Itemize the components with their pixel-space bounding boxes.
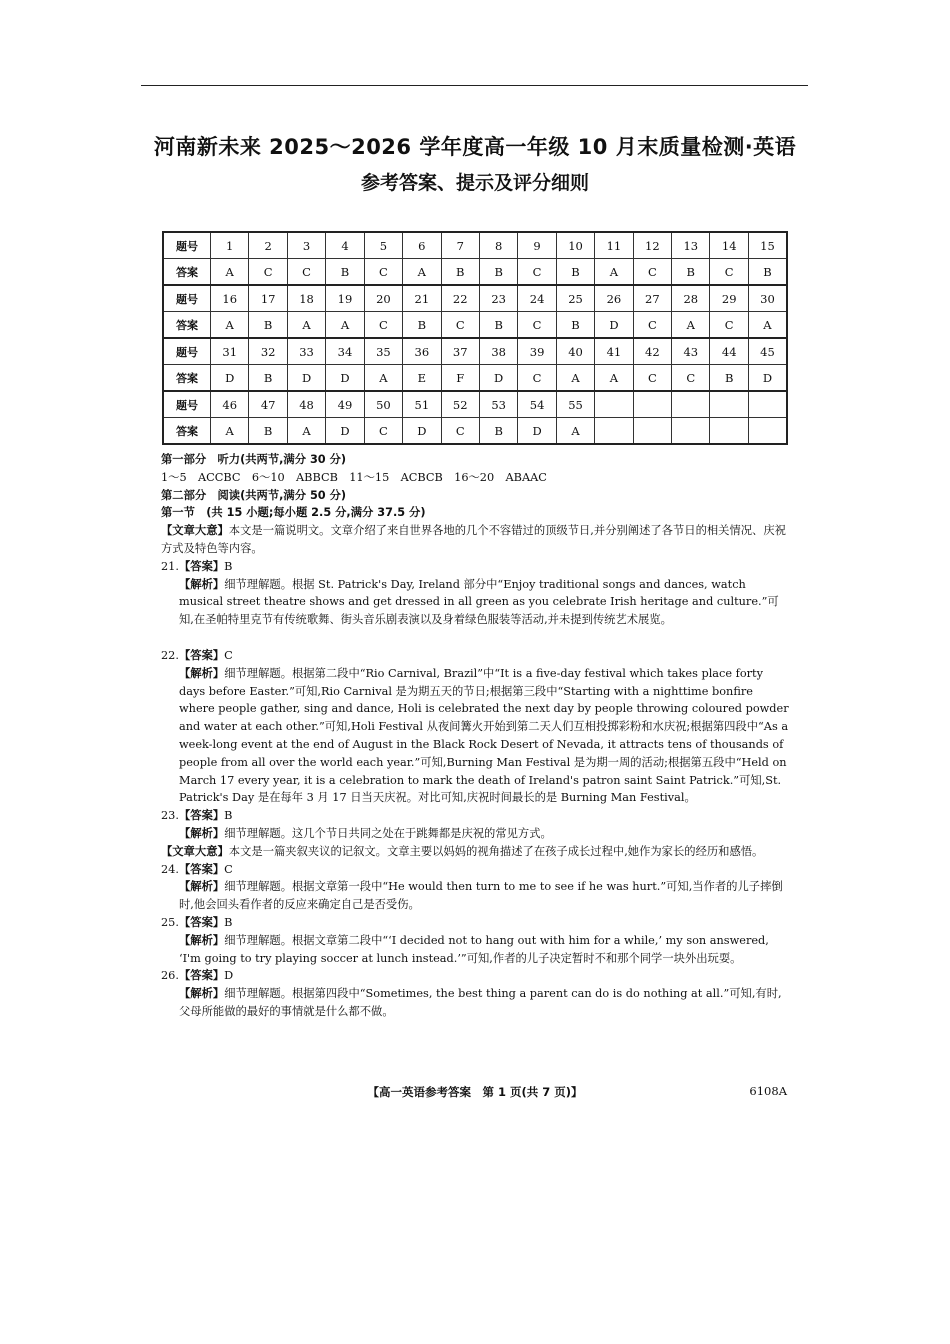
question-number-cell <box>595 391 633 418</box>
question-number-cell: 53 <box>479 391 517 418</box>
question-number-cell: 4 <box>326 232 364 259</box>
question-number-cell: 30 <box>748 285 787 312</box>
answer-cell: D <box>326 418 364 445</box>
question-number-cell: 54 <box>518 391 556 418</box>
answer-cell: B <box>249 418 287 445</box>
question-number-cell: 32 <box>249 338 287 365</box>
answer-cell: B <box>249 312 287 339</box>
explanation-25: 【解析】细节理解题。根据文章第二段中“‘I decided not to hang out with him for a while,’ my son answered, ‘I'm going to try playing soccer at lunch instead.’”可知,作者的儿子决定暂时不和那个同学一块外出玩耍。 <box>179 933 769 965</box>
explanation-22: 【解析】细节理解题。根据第二段中“Rio Carnival, Brazil”中“It is a five-day festival which takes place forty days before Easter.”可知,Rio Carnival 是为期五天的节日;根据第三段中“Starting with a nighttime bonfire where people gather, sing and dance, Holi is celebrated the next day by people throwing coloured powder and water at each other.”可知,Holi Festival 从夜间篝火开始到第二天人们互相投掷彩粉和水庆祝;根据第四段中“As a week-long event at the end of August in the Black Rock Desert of Nevada, it attracts tens of thousands of people from all over the world each year.”可知,Burning Man Festival 是为期一周的活动;根据第五段中“Held on March 17 every year, it is a celebration to mark the death of Ireland's patron saint Saint Patrick.”可知,St. Patrick's Day 是在每年 3 月 17 日当天庆祝。对比可知,庆祝时间最长的是 Burning Man Festival。 <box>179 666 789 805</box>
question-number-cell: 16 <box>211 285 249 312</box>
answer-cell: A <box>211 312 249 339</box>
answer-cell: A <box>211 418 249 445</box>
question-number-cell: 26 <box>595 285 633 312</box>
answer-cell: C <box>672 365 710 392</box>
question-number-cell: 17 <box>249 285 287 312</box>
question-number-cell: 25 <box>556 285 594 312</box>
question-number-cell: 34 <box>326 338 364 365</box>
question-number-cell: 51 <box>403 391 441 418</box>
question-number-row <box>163 232 787 259</box>
answer-cell: A <box>672 312 710 339</box>
explanation-21: 【解析】细节理解题。根据 St. Patrick's Day, Ireland 部分中“Enjoy traditional songs and dances, watch musical street theatre shows and get dressed in all green as you celebrate Irish heritage and culture.”可知,在圣帕特里克节有传统歌舞、街头音乐剧表演以及身着绿色服装等活动,并未提到传统艺术展览。 <box>179 577 779 627</box>
question-number-cell: 46 <box>211 391 249 418</box>
answer-24: 24.【答案】C <box>161 862 233 876</box>
answer-cell <box>748 418 787 445</box>
answer-label: 答案 <box>163 365 211 392</box>
answer-cell <box>710 418 748 445</box>
question-number-cell: 49 <box>326 391 364 418</box>
answer-cell: A <box>556 418 594 445</box>
question-number-cell: 39 <box>518 338 556 365</box>
question-number-cell: 33 <box>287 338 325 365</box>
question-number-cell: 14 <box>710 232 748 259</box>
answer-cell: A <box>287 312 325 339</box>
question-number-cell: 29 <box>710 285 748 312</box>
answer-explanations <box>161 451 789 1021</box>
question-number-cell: 23 <box>479 285 517 312</box>
top-rule <box>141 85 808 86</box>
question-number-cell: 6 <box>403 232 441 259</box>
question-label: 题号 <box>163 285 211 312</box>
answer-cell: A <box>595 259 633 286</box>
page-subtitle: 参考答案、提示及评分细则 <box>360 172 589 194</box>
answer-cell: A <box>364 365 402 392</box>
question-number-cell: 42 <box>633 338 671 365</box>
answer-cell: B <box>326 259 364 286</box>
answer-cell: C <box>710 259 748 286</box>
answer-cell: B <box>441 259 479 286</box>
answer-cell: D <box>518 418 556 445</box>
answer-22: 22.【答案】C <box>161 648 233 662</box>
answer-cell: A <box>595 365 633 392</box>
question-label: 题号 <box>163 338 211 365</box>
question-number-cell <box>672 391 710 418</box>
answer-21: 21.【答案】B <box>161 559 233 573</box>
question-number-cell: 15 <box>748 232 787 259</box>
question-number-cell: 40 <box>556 338 594 365</box>
answer-cell: B <box>710 365 748 392</box>
summary-tag: 【文章大意】 <box>161 844 229 858</box>
question-number-row <box>163 391 787 418</box>
answer-cell: D <box>403 418 441 445</box>
explanation-23: 【解析】细节理解题。这几个节日共同之处在于跳舞都是庆祝的常见方式。 <box>179 826 552 840</box>
answer-cell: C <box>518 312 556 339</box>
answer-cell: C <box>518 259 556 286</box>
question-number-cell: 41 <box>595 338 633 365</box>
question-number-cell: 22 <box>441 285 479 312</box>
answer-cell: C <box>287 259 325 286</box>
part1-heading: 第一部分 听力(共两节,满分 30 分) <box>161 453 347 466</box>
question-number-cell: 2 <box>249 232 287 259</box>
summary-1: 【文章大意】本文是一篇说明文。文章介绍了来自世界各地的几个不容错过的顶级节日,并分别阐述了各节日的相关情况、庆祝方式及特色等内容。 <box>161 524 786 555</box>
question-number-cell: 5 <box>364 232 402 259</box>
answer-cell: D <box>595 312 633 339</box>
answer-cell: A <box>748 312 787 339</box>
question-number-cell: 36 <box>403 338 441 365</box>
answer-cell: D <box>287 365 325 392</box>
page-footer: 【高一英语参考答案 第 1 页(共 7 页)】 <box>367 1085 583 1099</box>
question-number-cell: 47 <box>249 391 287 418</box>
answer-cell: A <box>556 365 594 392</box>
answer-cell: C <box>249 259 287 286</box>
question-number-cell <box>710 391 748 418</box>
answer-cell: A <box>287 418 325 445</box>
answer-cell: B <box>672 259 710 286</box>
answer-25: 25.【答案】B <box>161 915 233 929</box>
answer-cell: C <box>633 312 671 339</box>
question-number-cell: 18 <box>287 285 325 312</box>
question-number-cell: 3 <box>287 232 325 259</box>
question-number-cell <box>748 391 787 418</box>
answer-label: 答案 <box>163 312 211 339</box>
answer-cell: C <box>364 312 402 339</box>
answer-cell: D <box>211 365 249 392</box>
answer-cell: A <box>326 312 364 339</box>
answer-row <box>163 418 787 445</box>
question-number-cell: 27 <box>633 285 671 312</box>
answer-cell: A <box>403 259 441 286</box>
question-number-cell: 37 <box>441 338 479 365</box>
answer-label: 答案 <box>163 418 211 445</box>
question-number-cell: 1 <box>211 232 249 259</box>
answer-cell: D <box>326 365 364 392</box>
answer-cell: D <box>748 365 787 392</box>
question-number-cell: 19 <box>326 285 364 312</box>
question-number-cell: 45 <box>748 338 787 365</box>
answer-cell: C <box>518 365 556 392</box>
question-number-cell: 38 <box>479 338 517 365</box>
question-number-cell: 35 <box>364 338 402 365</box>
question-number-cell: 28 <box>672 285 710 312</box>
question-number-cell: 24 <box>518 285 556 312</box>
section1-heading: 第一节 (共 15 小题;每小题 2.5 分,满分 37.5 分) <box>161 506 426 520</box>
answer-cell <box>672 418 710 445</box>
answer-cell: D <box>479 365 517 392</box>
answer-cell <box>633 418 671 445</box>
question-number-cell: 21 <box>403 285 441 312</box>
part2-heading: 第二部分 阅读(共两节,满分 50 分) <box>161 488 347 502</box>
answer-row <box>163 312 787 339</box>
question-number-cell: 31 <box>211 338 249 365</box>
summary-tag: 【文章大意】 <box>161 524 229 538</box>
question-number-cell: 44 <box>710 338 748 365</box>
answer-cell: B <box>479 418 517 445</box>
question-number-cell: 12 <box>633 232 671 259</box>
answer-cell: A <box>211 259 249 286</box>
question-number-cell: 20 <box>364 285 402 312</box>
answer-cell: C <box>364 259 402 286</box>
answer-cell: C <box>441 418 479 445</box>
page-title: 河南新未来 2025～2026 学年度高一年级 10 月末质量检测·英语 <box>153 135 797 159</box>
question-label: 题号 <box>163 232 211 259</box>
answer-cell: C <box>364 418 402 445</box>
answer-cell <box>595 418 633 445</box>
question-number-cell: 7 <box>441 232 479 259</box>
answer-cell: F <box>441 365 479 392</box>
explanation-24: 【解析】细节理解题。根据文章第一段中“He would then turn to me to see if he was hurt.”可知,当作者的儿子摔倒时,他会回头看作者的反应来确定自己是否受伤。 <box>179 880 783 912</box>
explanation-26: 【解析】细节理解题。根据第四段中“Sometimes, the best thing a parent can do is do nothing at all.”可知,有时,父母所能做的最好的事情就是什么都不做。 <box>179 987 782 1018</box>
answer-cell: B <box>556 312 594 339</box>
question-number-cell: 9 <box>518 232 556 259</box>
question-number-cell: 50 <box>364 391 402 418</box>
answer-23: 23.【答案】B <box>161 809 233 823</box>
document-code: 6108A <box>749 1084 787 1098</box>
answer-cell: C <box>633 365 671 392</box>
question-number-cell: 10 <box>556 232 594 259</box>
question-number-cell: 48 <box>287 391 325 418</box>
answer-cell: B <box>479 259 517 286</box>
answer-cell: B <box>249 365 287 392</box>
answer-26: 26.【答案】D <box>161 969 234 983</box>
question-number-cell <box>633 391 671 418</box>
answer-cell: C <box>633 259 671 286</box>
answer-table <box>162 231 788 445</box>
question-number-cell: 11 <box>595 232 633 259</box>
question-number-row <box>163 338 787 365</box>
answer-cell: B <box>403 312 441 339</box>
summary-2: 【文章大意】本文是一篇夹叙夹议的记叙文。文章主要以妈妈的视角描述了在孩子成长过程中,她作为家长的经历和感悟。 <box>161 844 764 858</box>
answer-cell: C <box>710 312 748 339</box>
question-number-cell: 52 <box>441 391 479 418</box>
answer-row <box>163 365 787 392</box>
question-label: 题号 <box>163 391 211 418</box>
part1-answers: 1～5 ACCBC 6～10 ABBCB 11～15 ACBCB 16～20 ABAAC <box>161 470 547 484</box>
answer-cell: B <box>479 312 517 339</box>
answer-label: 答案 <box>163 259 211 286</box>
answer-row <box>163 259 787 286</box>
question-number-cell: 8 <box>479 232 517 259</box>
answer-cell: E <box>403 365 441 392</box>
question-number-row <box>163 285 787 312</box>
question-number-cell: 43 <box>672 338 710 365</box>
question-number-cell: 13 <box>672 232 710 259</box>
answer-cell: B <box>556 259 594 286</box>
answer-cell: C <box>441 312 479 339</box>
question-number-cell: 55 <box>556 391 594 418</box>
answer-cell: B <box>748 259 787 286</box>
